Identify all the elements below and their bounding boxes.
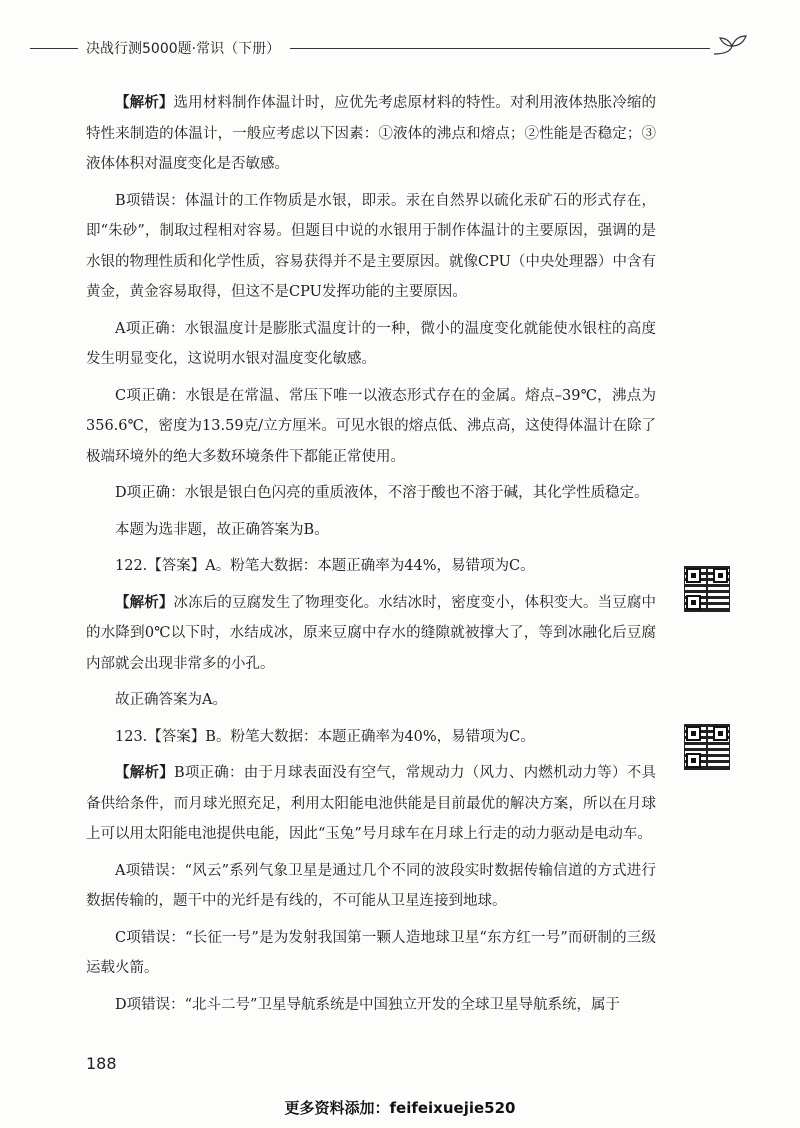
body-text <box>86 88 656 1020</box>
analysis-tag: 【解析】 <box>115 764 174 781</box>
paragraph-option-c <box>86 381 656 473</box>
page-number: 188 <box>86 1054 117 1073</box>
qr-code-123[interactable] <box>684 724 730 770</box>
analysis-tag: 【解析】 <box>115 94 174 111</box>
paragraph-analysis-121 <box>86 88 656 180</box>
paragraph-analysis-123 <box>86 758 656 850</box>
paragraph-conclusion-122 <box>86 685 656 716</box>
paragraph-option-a-123 <box>86 856 656 917</box>
paragraph-option-a <box>86 314 656 375</box>
paragraph-text: C项正确：水银是在常温、常压下唯一以液态形式存在的金属。熔点–39℃，沸点为356.6℃，密度为13.59克/立方厘米。可见水银的熔点低、沸点高，这使得体温计在除了极端环境外的绝大多数环境条件下都能正常使用。 <box>86 387 656 465</box>
paragraph-option-c-123 <box>86 923 656 984</box>
paragraph-option-d-123 <box>86 990 656 1021</box>
paragraph-option-b <box>86 186 656 308</box>
paragraph-text: 故正确答案为A。 <box>115 692 227 708</box>
paragraph-text: 123.【答案】B。粉笔大数据：本题正确率为40%，易错项为C。 <box>115 728 535 745</box>
header-rule-right <box>290 48 710 49</box>
paragraph-text: A项错误：“风云”系列气象卫星是通过几个不同的波段实时数据传输信道的方式进行数据传输的，题干中的光纤是有线的，不可能从卫星连接到地球。 <box>86 862 656 909</box>
sprout-icon <box>710 32 750 62</box>
paragraph-text: 选用材料制作体温计时，应优先考虑原材料的特性。对利用液体热胀冷缩的特性来制造的体温计，一般应考虑以下因素：①液体的沸点和熔点；②性能是否稳定；③液体体积对温度变化是否敏感。 <box>86 95 656 172</box>
analysis-tag: 【解析】 <box>115 593 174 611</box>
paragraph-analysis-122 <box>86 588 656 680</box>
paragraph-text: B项错误：体温计的工作物质是水银，即汞。汞在自然界以硫化汞矿石的形式存在，即“朱砂”，制取过程相对容易。但题目中说的水银用于制作体温计的主要原因，强调的是水银的物理性质和化学性质，容易获得并不是主要原因。就像CPU（中央处理器）中含有黄金，黄金容易取得，但这不是CPU发挥功能的主要原因。 <box>86 192 656 300</box>
answer-123 <box>86 722 656 753</box>
book-title: 决战行测5000题·常识（下册） <box>86 41 281 57</box>
paragraph-text: D项正确：水银是银白色闪亮的重质液体，不溶于酸也不溶于碱，其化学性质稳定。 <box>115 485 649 501</box>
paragraph-text: 本题为选非题，故正确答案为B。 <box>115 521 329 538</box>
qr-code-122[interactable] <box>684 566 730 612</box>
footer-note: 更多资料添加：feifeixuejie520 <box>284 1099 516 1117</box>
answer-122 <box>86 551 656 582</box>
paragraph-text: B项正确：由于月球表面没有空气，常规动力（风力、内燃机动力等）不具备供给条件，而月球光照充足，利用太阳能电池供能是目前最优的解决方案，所以在月球上可以用太阳能电池提供电能，因此“玉兔”号月球车在月球上行走的动力驱动是电动车。 <box>86 765 657 842</box>
running-header <box>30 36 750 62</box>
paragraph-text: D项错误：“北斗二号”卫星导航系统是中国独立开发的全球卫星导航系统，属于 <box>115 996 620 1013</box>
paragraph-conclusion-121 <box>86 515 656 546</box>
paragraph-text: 122.【答案】A。粉笔大数据：本题正确率为44%，易错项为C。 <box>115 558 535 574</box>
paragraph-text: C项错误：“长征一号”是为发射我国第一颗人造地球卫星“东方红一号”而研制的三级运载火箭。 <box>86 929 656 976</box>
header-rule-left <box>30 48 78 49</box>
paragraph-text: A项正确：水银温度计是膨胀式温度计的一种，微小的温度变化就能使水银柱的高度发生明显变化，这说明水银对温度变化敏感。 <box>86 320 656 367</box>
paragraph-text: 冰冻后的豆腐发生了物理变化。水结冰时，密度变小，体积变大。当豆腐中的水降到0℃以下时，水结成冰，原来豆腐中存水的缝隙就被撑大了，等到冰融化后豆腐内部就会出现非常多的小孔。 <box>86 594 656 672</box>
paragraph-option-d <box>86 478 656 509</box>
